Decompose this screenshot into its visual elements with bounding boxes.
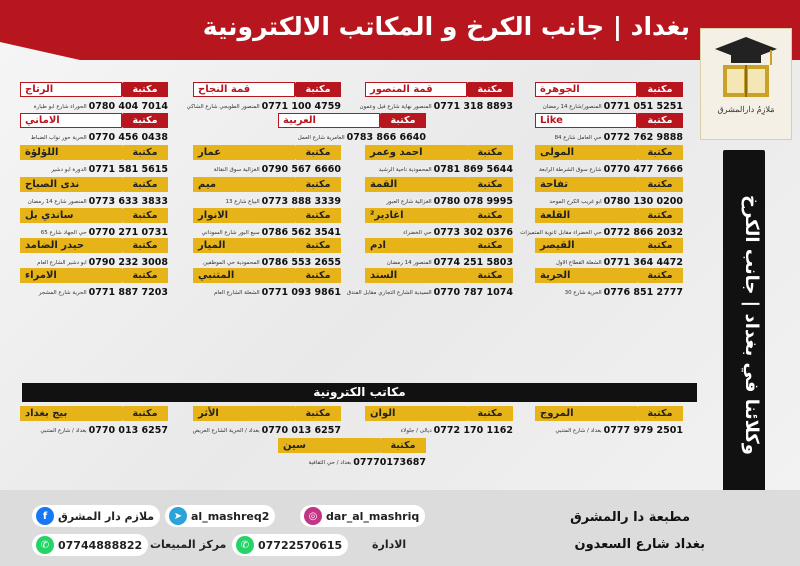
- instagram-handle: dar_al_mashriq: [326, 509, 420, 523]
- library-phone: 0780 078 9995: [433, 196, 513, 207]
- telegram-link[interactable]: [165, 505, 275, 527]
- library-label: مكتبة: [467, 406, 513, 421]
- library-label: مكتبة: [295, 82, 341, 97]
- library-phone: 0771 887 7203: [88, 287, 168, 298]
- library-card: [193, 208, 341, 241]
- library-label: مكتبة: [122, 177, 168, 192]
- facebook-name: ملازم دار المشرق: [58, 509, 155, 523]
- library-address: المنصور 14 رمضان: [386, 259, 432, 266]
- library-phone: 0771 581 5615: [88, 164, 168, 175]
- library-phone: 0783 866 6640: [346, 132, 426, 143]
- library-card: [359, 82, 513, 115]
- library-card: [365, 406, 513, 439]
- library-card: [535, 82, 683, 115]
- library-label: مكتبة: [467, 268, 513, 283]
- library-name: بيج بغداد: [20, 406, 122, 421]
- library-phone: 0771 364 4472: [603, 257, 683, 268]
- library-name: الحرية: [535, 268, 637, 283]
- library-address: بغداد / شارع المتنبي: [40, 427, 87, 434]
- library-name: الوان: [365, 406, 467, 421]
- library-card: [535, 406, 683, 439]
- library-phone: 0770 456 0438: [88, 132, 168, 143]
- library-label: مكتبة: [122, 268, 168, 283]
- library-card: [20, 145, 168, 178]
- library-name: اغادير²: [365, 208, 467, 223]
- library-phone: 0786 553 2655: [261, 257, 341, 268]
- library-address: بغداد / حي الثقافية: [308, 459, 352, 466]
- footer-brand: مطبعة دا رالمشرق: [570, 510, 690, 525]
- library-phone: 0774 251 5803: [433, 257, 513, 268]
- library-phone: 0771 100 4759: [261, 101, 341, 112]
- library-name: المروج: [535, 406, 637, 421]
- library-card: [535, 268, 683, 301]
- library-address: ديالى / جلولاء: [400, 427, 432, 434]
- library-name: الامراء: [20, 268, 122, 283]
- library-label: مكتبة: [637, 113, 683, 128]
- library-name: قمة المنصور: [365, 82, 467, 97]
- library-card: [20, 177, 168, 210]
- library-card: [20, 238, 168, 271]
- library-label: مكتبة: [637, 406, 683, 421]
- library-name: قمة النجاح: [193, 82, 295, 97]
- library-name: الجوهرة: [535, 82, 637, 97]
- library-name: الاماني: [20, 113, 122, 128]
- library-phone: 0772 866 2032: [603, 227, 683, 238]
- library-phone: 0770 787 1074: [433, 287, 513, 298]
- library-name: احمد وعمر: [365, 145, 467, 160]
- library-name: ميم: [193, 177, 295, 192]
- sales-phone: 07744888822: [58, 538, 143, 552]
- library-name: المتنبي: [193, 268, 295, 283]
- library-address: ابو دشير الشارع العام: [37, 259, 87, 266]
- admin-contact[interactable]: [232, 534, 348, 556]
- library-name: تفاحة: [535, 177, 637, 192]
- graduation-cap-icon: [711, 33, 781, 103]
- library-name: اللؤلؤة: [20, 145, 122, 160]
- library-address: ابو غريب الكرخ الموحد: [549, 198, 602, 205]
- page-title: بغداد | جانب الكرخ و المكاتب الالكترونية: [202, 12, 690, 41]
- library-name: القيصر: [535, 238, 637, 253]
- library-label: مكتبة: [637, 238, 683, 253]
- library-phone: 0773 888 3339: [261, 196, 341, 207]
- sales-contact[interactable]: [32, 534, 148, 556]
- library-card: [346, 268, 513, 301]
- library-address: بغداد / الحرية الشارع العريض: [192, 427, 260, 434]
- side-banner-text: وكلائنا في بغداد | جانب الكرخ: [741, 195, 762, 455]
- library-phone: 0772 762 9888: [603, 132, 683, 143]
- library-address: السيدية الشارع التجاري مقابل الفندق: [346, 289, 432, 296]
- library-address: الحرية حور نواب الضباط: [30, 134, 87, 141]
- library-label: مكتبة: [380, 113, 426, 128]
- library-name: القمة: [365, 177, 467, 192]
- library-card: [20, 82, 168, 115]
- library-phone: 0781 869 5644: [433, 164, 513, 175]
- library-card: [193, 406, 341, 439]
- library-address: الحرية شارع المشجر: [38, 289, 87, 296]
- library-phone: 0771 093 9861: [261, 287, 341, 298]
- library-label: مكتبة: [637, 268, 683, 283]
- footer-address: بغداد شارع السعدون: [574, 537, 705, 552]
- library-label: مكتبة: [467, 82, 513, 97]
- library-name: سين: [278, 438, 380, 453]
- library-card: [20, 406, 168, 439]
- library-label: مكتبة: [467, 208, 513, 223]
- library-label: مكتبة: [122, 238, 168, 253]
- library-label: مكتبة: [637, 82, 683, 97]
- library-address: المنصور شارع 14 رمضان: [27, 198, 87, 205]
- library-name: السند: [365, 268, 467, 283]
- library-card: [193, 268, 341, 301]
- library-phone: 0773 633 3833: [88, 196, 168, 207]
- library-address: المنصور الطوبجي شارع الشاكي: [186, 103, 260, 110]
- library-phone: 0773 302 0376: [433, 227, 513, 238]
- library-card: [193, 145, 341, 178]
- library-label: مكتبة: [295, 268, 341, 283]
- library-phone: 0777 979 2501: [603, 425, 683, 436]
- library-name: حيدر الضامد: [20, 238, 122, 253]
- library-label: مكتبة: [122, 208, 168, 223]
- library-name: الرتاج: [20, 82, 122, 97]
- library-address: الشعلة القطاع الاول: [555, 259, 602, 266]
- library-address: البياع شارع 13: [225, 198, 260, 205]
- library-name: المولى: [535, 145, 637, 160]
- library-phone: 0770 013 6257: [261, 425, 341, 436]
- admin-label: الادارة: [372, 538, 407, 551]
- sales-label: مركز المبيعات: [150, 538, 227, 551]
- library-card: [20, 208, 168, 241]
- admin-phone: 07722570615: [258, 538, 343, 552]
- library-phone: 0790 567 6660: [261, 164, 341, 175]
- library-name: ندى الصباح: [20, 177, 122, 192]
- instagram-link[interactable]: [300, 505, 425, 527]
- library-card: [20, 113, 168, 146]
- library-address: بغداد / شارع المتنبي: [555, 427, 602, 434]
- library-card: [278, 438, 426, 471]
- library-name: عمار: [193, 145, 295, 160]
- library-name: ساندي بل: [20, 208, 122, 223]
- library-label: مكتبة: [295, 145, 341, 160]
- library-address: حي الخضراء مقابل ثانوية المتميزات: [520, 229, 602, 236]
- library-label: مكتبة: [295, 406, 341, 421]
- library-address: الشعلة الشارع العام: [213, 289, 260, 296]
- library-name: الانوار: [193, 208, 295, 223]
- telegram-icon: ➤: [169, 507, 187, 525]
- library-label: مكتبة: [637, 208, 683, 223]
- library-address: المنصور/شارع 14 رمضان: [542, 103, 602, 110]
- library-address: الدورة ابو دشير: [51, 166, 87, 173]
- library-phone: 0776 851 2777: [603, 287, 683, 298]
- library-address: المنصور نهاية شارع فيل وعمون: [359, 103, 432, 110]
- library-phone: 0790 232 3008: [88, 257, 168, 268]
- library-address: الغزالية شارع العبور: [386, 198, 432, 205]
- whatsapp-icon: ✆: [36, 536, 54, 554]
- library-address: حي الجهاد شارع 65: [40, 229, 87, 236]
- library-address: الحرية شارع 30: [564, 289, 602, 296]
- library-name: Like: [535, 113, 637, 128]
- library-name: ادم: [365, 238, 467, 253]
- library-card: [520, 208, 683, 241]
- library-card: [186, 82, 341, 115]
- library-address: سبع البور شارع السوداني: [201, 229, 260, 236]
- facebook-icon: f: [36, 507, 54, 525]
- library-phone: 0770 271 0731: [88, 227, 168, 238]
- library-label: مكتبة: [122, 406, 168, 421]
- library-phone: 0771 318 8893: [433, 101, 513, 112]
- library-card: [20, 268, 168, 301]
- library-card: [365, 208, 513, 241]
- library-card: [193, 177, 341, 210]
- library-phone: 0772 170 1162: [433, 425, 513, 436]
- library-name: القلعة: [535, 208, 637, 223]
- library-phone: 0770 013 6257: [88, 425, 168, 436]
- library-label: مكتبة: [637, 177, 683, 192]
- library-label: مكتبة: [380, 438, 426, 453]
- library-address: حي الخضراء: [403, 229, 432, 236]
- library-phone: 07770173687: [353, 457, 426, 468]
- library-phone: 0771 051 5251: [603, 101, 683, 112]
- library-name: الأثر: [193, 406, 295, 421]
- facebook-link[interactable]: [32, 505, 160, 527]
- library-address: المحمودية ناحية الرشيد: [378, 166, 432, 173]
- library-phone: 0770 477 7666: [603, 164, 683, 175]
- instagram-icon: ◎: [304, 507, 322, 525]
- library-address: الغزالية سوق النقالة: [213, 166, 260, 173]
- electronic-offices-banner: مكاتب الكترونية: [22, 383, 697, 402]
- library-phone: 0786 562 3541: [261, 227, 341, 238]
- library-label: مكتبة: [467, 238, 513, 253]
- library-label: مكتبة: [295, 238, 341, 253]
- library-address: شارع سوق الشرطة الرابعة: [539, 166, 602, 173]
- telegram-handle: al_mashreq2: [191, 509, 270, 523]
- library-card: [535, 177, 683, 210]
- library-phone: 0780 404 7014: [88, 101, 168, 112]
- library-card: [365, 238, 513, 271]
- library-label: مكتبة: [467, 177, 513, 192]
- library-name: الميار: [193, 238, 295, 253]
- library-card: [535, 113, 683, 146]
- library-phone: 0780 130 0200: [603, 196, 683, 207]
- library-card: [365, 177, 513, 210]
- library-label: مكتبة: [122, 82, 168, 97]
- library-name: العربية: [278, 113, 380, 128]
- library-address: حي العامل شارع 84: [554, 134, 602, 141]
- library-label: مكتبة: [467, 145, 513, 160]
- library-address: المحمودية حي الموظفين: [203, 259, 260, 266]
- library-label: مكتبة: [295, 208, 341, 223]
- library-card: [278, 113, 426, 146]
- publisher-logo: [700, 28, 792, 140]
- library-address: العامرية شارع العمل: [297, 134, 345, 141]
- library-card: [365, 145, 513, 178]
- library-label: مكتبة: [295, 177, 341, 192]
- logo-text: مَلازِمُ دارالمشرق: [717, 105, 775, 114]
- library-label: مكتبة: [637, 145, 683, 160]
- library-label: مكتبة: [122, 145, 168, 160]
- library-label: مكتبة: [122, 113, 168, 128]
- library-card: [535, 145, 683, 178]
- library-card: [193, 238, 341, 271]
- library-card: [535, 238, 683, 271]
- library-address: الحوراء شارع ابو طيارة: [33, 103, 87, 110]
- whatsapp-icon: ✆: [236, 536, 254, 554]
